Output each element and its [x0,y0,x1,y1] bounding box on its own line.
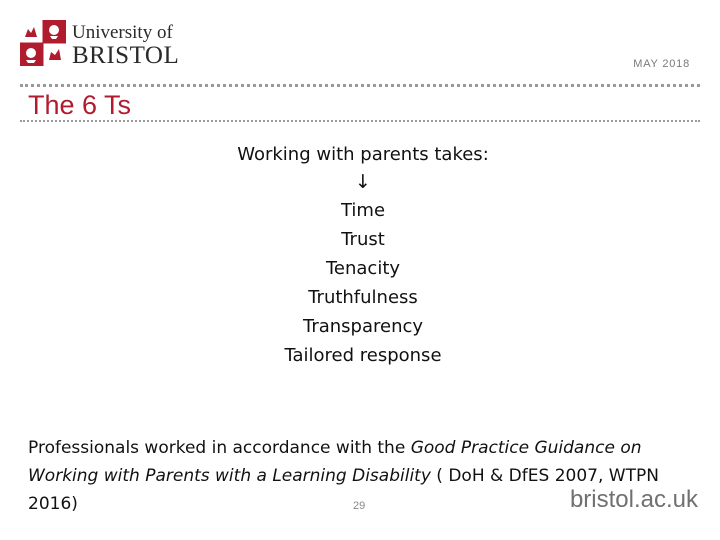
logo-text-line2: BRISTOL [72,42,180,69]
list-item: Tailored response [284,345,442,366]
logo-text-line1: University of [72,22,173,43]
list-item: Transparency [302,316,424,337]
list-item: Truthfulness [308,287,418,308]
guidance-note-citation: ( DoH & DfES 2007, WTPN 2016) [28,466,659,514]
coat-of-arms-icon [20,20,66,70]
header-divider [20,84,700,87]
site-url: bristol.ac.uk [569,486,698,513]
down-arrow-icon: ↓ [355,171,371,193]
university-logo [20,20,180,70]
guidance-document-title: Good Practice Guidance on Working with Parents with a Learning Disability [28,438,642,486]
slide-date: MAY 2018 [633,58,690,70]
list-heading: Working with parents takes: [237,144,489,165]
six-ts-list [0,142,720,370]
guidance-note-intro: Professionals worked in accordance with the [28,438,411,458]
list-item: Trust [341,229,385,250]
list-item: Time [340,200,386,221]
slide-title: The 6 Ts [28,90,132,120]
title-divider [20,120,700,122]
list-item: Tenacity [325,258,401,279]
page-number: 29 [353,500,366,512]
